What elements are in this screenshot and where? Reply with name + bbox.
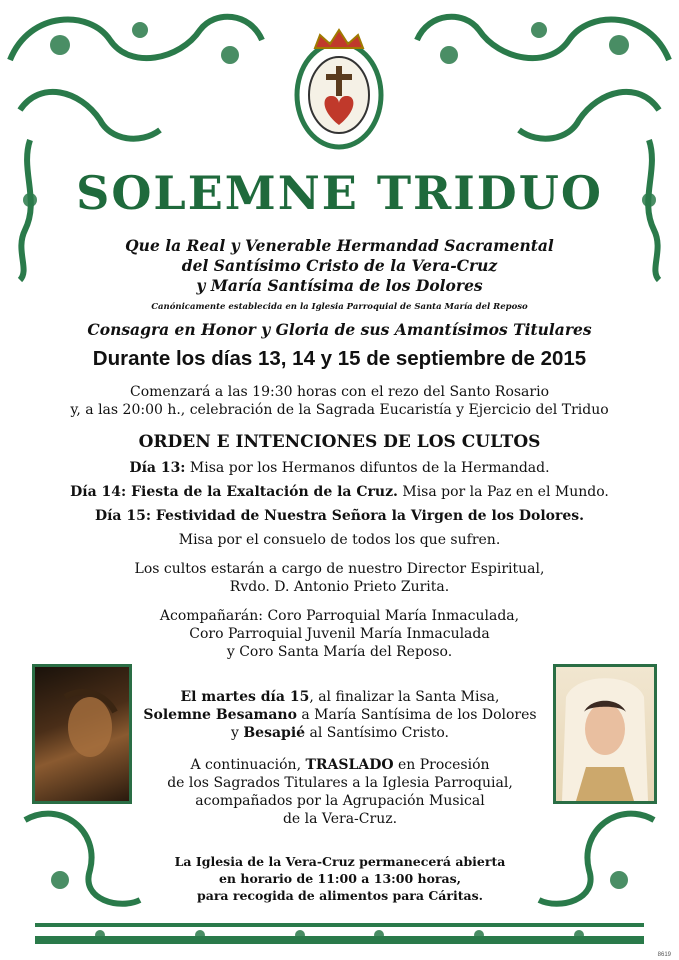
cultos-line-2: Rvdo. D. Antonio Prieto Zurita. xyxy=(229,579,450,595)
schedule-line-1: Comenzará a las 19:30 horas con el rezo del Santo Rosario xyxy=(129,384,549,400)
intro-line-3: y María Santísima de los Dolores xyxy=(196,276,483,295)
day-15 xyxy=(0,504,679,528)
iglesia-line-2: en horario de 11:00 a 13:00 horas, xyxy=(218,871,462,886)
consagra-line: Consagra en Honor y Gloria de sus Amantísimos Titulares xyxy=(87,320,592,339)
martes-text-2: a María Santísima de los Dolores xyxy=(296,707,537,723)
traslado-bold: TRASLADO xyxy=(305,757,394,773)
crowned-cross-heart-crest-icon xyxy=(297,30,381,147)
bottom-left-scroll xyxy=(25,814,140,904)
dates-line: Durante los días 13, 14 y 15 de septiembre de 2015 xyxy=(92,347,587,370)
martes-text-3: al Santísimo Cristo. xyxy=(305,725,449,741)
cultos-info xyxy=(0,560,679,596)
traslado-text: en Procesión xyxy=(393,757,490,773)
acompanan-info xyxy=(0,607,679,661)
martes-text-1: , al finalizar la Santa Misa, xyxy=(309,689,500,705)
day-13 xyxy=(0,456,679,480)
christ-image-icon xyxy=(32,664,132,804)
traslado-line-1 xyxy=(140,756,540,774)
martes-line-1 xyxy=(140,688,540,706)
orden-heading: ORDEN E INTENCIONES DE LOS CULTOS xyxy=(138,432,541,452)
acomp-line-3: y Coro Santa María del Reposo. xyxy=(226,644,453,660)
martes-bold-1: El martes día 15 xyxy=(180,689,310,705)
schedule xyxy=(0,383,679,419)
days-list xyxy=(0,456,679,528)
iglesia-line-1: La Iglesia de la Vera-Cruz permanecerá abierta xyxy=(174,854,506,869)
traslado-info xyxy=(140,756,540,828)
traslado-line-3: acompañados por la Agrupación Musical xyxy=(195,793,485,809)
traslado-pre: A continuación, xyxy=(190,757,306,773)
iglesia-line-3: para recogida de alimentos para Cáritas. xyxy=(197,888,483,903)
day-13-label: Día 13: xyxy=(129,460,186,476)
martes-line-3 xyxy=(140,724,540,742)
martes-bold-2: Solemne Besamano xyxy=(143,707,297,723)
bottom-right-scroll xyxy=(539,814,654,904)
day-13-text: Misa por los Hermanos difuntos de la Hermandad. xyxy=(185,460,550,476)
day-15-text: Misa por el consuelo de todos los que sufren. xyxy=(178,532,501,548)
canonical-note: Canónicamente establecida en la Iglesia Parroquial de Santa María del Reposo xyxy=(151,302,528,312)
schedule-line-2: y, a las 20:00 h., celebración de la Sagrada Eucaristía y Ejercicio del Triduo xyxy=(70,402,609,418)
iglesia-info xyxy=(140,853,540,904)
day-15-label: Día 15: Festividad de Nuestra Señora la Virgen de los Dolores. xyxy=(94,508,585,524)
intro-lines xyxy=(0,236,679,296)
image-credit: 8619 xyxy=(657,952,671,958)
page-title: SOLEMNE TRIDUO xyxy=(76,166,603,220)
martes-info xyxy=(140,688,540,742)
virgin-dolores-image-icon xyxy=(553,664,657,804)
day-14-text: Misa por la Paz en el Mundo. xyxy=(397,484,609,500)
day-14 xyxy=(0,480,679,504)
intro-line-1: Que la Real y Venerable Hermandad Sacramental xyxy=(125,236,554,255)
martes-line-2 xyxy=(140,706,540,724)
traslado-line-4: de la Vera-Cruz. xyxy=(282,811,398,827)
acomp-line-1: Acompañarán: Coro Parroquial María Inmaculada, xyxy=(159,608,520,624)
day-14-label: Día 14: Fiesta de la Exaltación de la Cruz. xyxy=(70,484,398,500)
martes-pre-3: y xyxy=(230,725,244,741)
martes-bold-3: Besapié xyxy=(243,725,306,741)
acomp-line-2: Coro Parroquial Juvenil María Inmaculada xyxy=(189,626,490,642)
traslado-line-2: de los Sagrados Titulares a la Iglesia Parroquial, xyxy=(167,775,513,791)
intro-line-2: del Santísimo Cristo de la Vera-Cruz xyxy=(181,256,498,275)
cultos-line-1: Los cultos estarán a cargo de nuestro Director Espiritual, xyxy=(134,561,545,577)
